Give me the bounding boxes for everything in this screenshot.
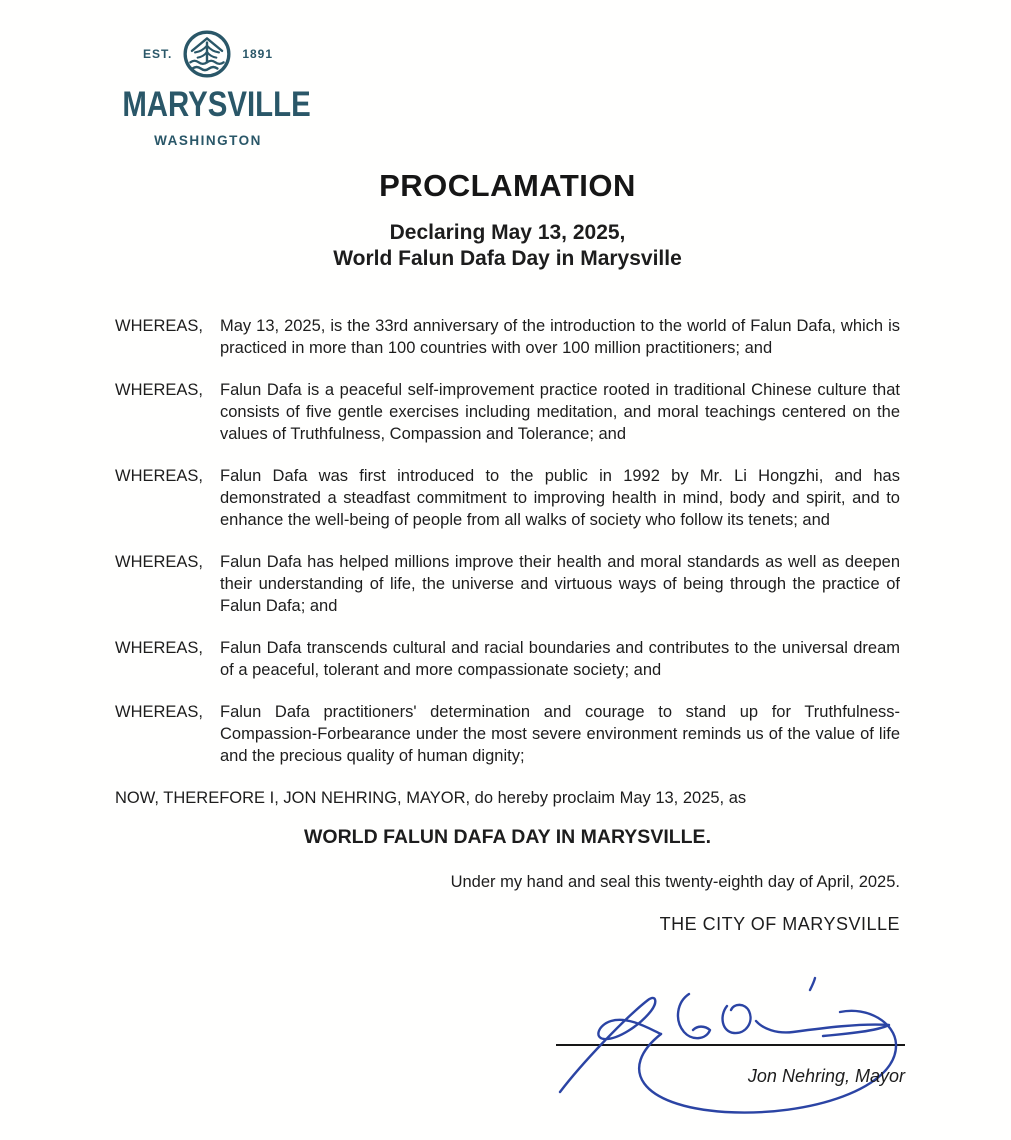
whereas-clause — [115, 551, 900, 617]
clause-text: Falun Dafa practitioners' determination and courage to stand up for Truthfulness-Compassion-Forbearance under the most severe environment reminds us of the value of life and the precious quality of human dignity; — [220, 703, 900, 765]
city-logo — [106, 28, 310, 148]
logo-est-label: EST. — [142, 47, 173, 61]
subtitle-line-2: World Falun Dafa Day in Marysville — [333, 247, 682, 270]
logo-city-name: MARYSVILLE — [122, 85, 311, 124]
whereas-clause — [115, 701, 900, 767]
whereas-clause — [115, 465, 900, 531]
document-title: PROCLAMATION — [379, 168, 636, 203]
whereas-label: WHEREAS, — [115, 467, 204, 485]
whereas-label: WHEREAS, — [115, 553, 204, 571]
city-org-line: THE CITY OF MARYSVILLE — [659, 914, 900, 934]
logo-top-row — [106, 28, 310, 80]
logo-state-name: WASHINGTON — [154, 133, 262, 148]
clause-text: Falun Dafa is a peaceful self-improvement practice rooted in traditional Chinese culture that consists of five gentle exercises including meditation, and moral teachings centered on the values of Truthfulness, Compassion and Tolerance; and — [220, 381, 900, 443]
pine-tree-waves-emblem-icon — [181, 28, 233, 80]
clause-text: Falun Dafa was first introduced to the public in 1992 by Mr. Li Hongzhi, and has demonstrated a steadfast commitment to improving health in mind, body and spirit, and to enhance the well-being of people from all walks of society who follow its tenets; and — [220, 467, 900, 529]
clause-text: Falun Dafa has helped millions improve their health and moral standards as well as deepen their understanding of life, the universe and virtuous ways of being through the practice of Falun Dafa; and — [220, 553, 900, 615]
whereas-clause — [115, 637, 900, 681]
document-body — [115, 168, 900, 936]
whereas-label: WHEREAS, — [115, 703, 204, 721]
whereas-clause — [115, 315, 900, 359]
whereas-label: WHEREAS, — [115, 317, 204, 335]
whereas-label: WHEREAS, — [115, 639, 204, 657]
declaration-line: WORLD FALUN DAFA DAY IN MARYSVILLE. — [304, 826, 711, 848]
whereas-clauses — [115, 315, 900, 767]
whereas-clause — [115, 379, 900, 445]
subtitle-line-1: Declaring May 13, 2025, — [389, 221, 626, 244]
mayor-signature-icon — [530, 975, 920, 1127]
therefore-line: NOW, THEREFORE I, JON NEHRING, MAYOR, do hereby proclaim May 13, 2025, as — [115, 789, 747, 807]
whereas-label: WHEREAS, — [115, 381, 204, 399]
document-subtitle — [115, 220, 900, 272]
clause-text: Falun Dafa transcends cultural and racial boundaries and contributes to the universal dream of a peaceful, tolerant and more compassionate society; and — [220, 639, 900, 679]
signer-name-line: Jon Nehring, Mayor — [747, 1066, 905, 1086]
hand-and-seal-line: Under my hand and seal this twenty-eighth day of April, 2025. — [450, 873, 900, 891]
logo-year-label: 1891 — [242, 47, 274, 61]
clause-text: May 13, 2025, is the 33rd anniversary of the introduction to the world of Falun Dafa, which is practiced in more than 100 countries with over 100 million practitioners; and — [220, 317, 900, 357]
